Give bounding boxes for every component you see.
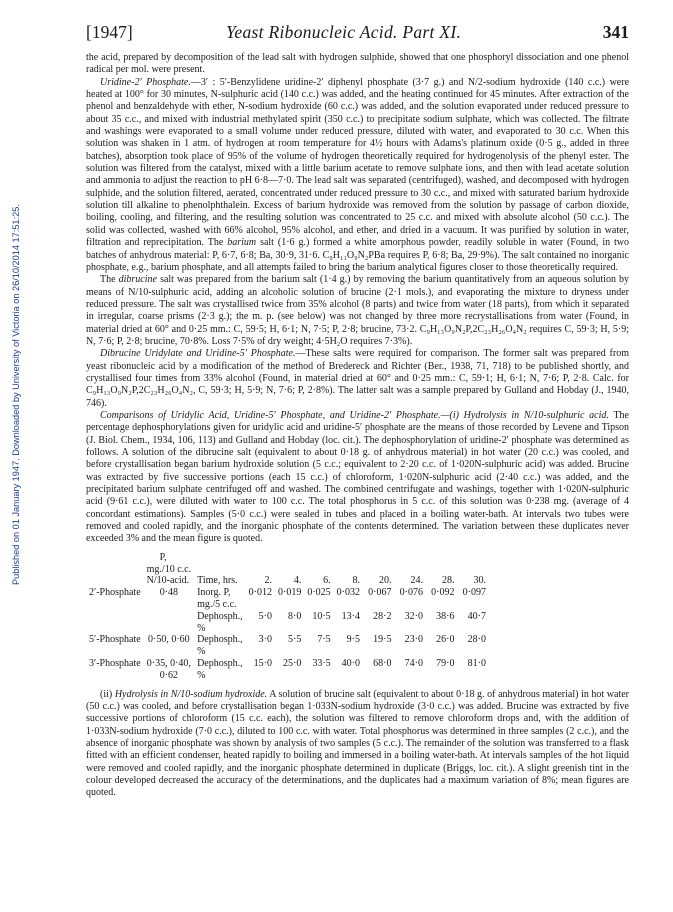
table-row xyxy=(86,658,489,670)
table-header-row xyxy=(86,552,489,564)
table-cell: 40·0 xyxy=(341,657,361,669)
paragraph-text: The percentage dephosphorylations given for uridylic acid and uridine-5′ phosphate are the means of those recorded by Levene and Tipson (J. Biol. Chem., 1934, 106, 113) and Gulland and Hobday (loc. cit.). The dephosphorylation of uridine-2′ phosphate was determined as follows. A solution of the dibrucine salt (equivalent to about 0·18 g. of anhydrous material) in hot water (20 c.c.) was cooled, and before crystallisation began barium hydroxide solution (5 c.c.; equivalent to 2·20 c.c. of 1·020N-sulphuric acid) was added. Brucine was extracted by five successive portions (each 15 c.c.) of chloroform, 1·020N-sulphuric acid (2·40 c.c.) was added, and the precipitated barium sulphate centrifuged off and washed. The combined centrifugate and washings, together with 1·020N-sulphuric acid (9·61 c.c.), were diluted with water to 100 c.c. The total phosphorus in 5 c.c. of this solution was 0·238 mg. (average of 4 concordant estimations). Samples (5·0 c.c.) were sealed in tubes and placed in a boiling water-bath. At intervals two tubes were removed and cooled rapidly, and the inorganic phosphate of the contents determined. The variation between these duplicates never exceeded 3% and the mean figure is quoted. xyxy=(86,409,629,545)
table-cell: 2′-Phosphate xyxy=(89,587,141,599)
table-cell xyxy=(334,670,363,682)
table-cell xyxy=(334,599,363,611)
table-cell: 0·019 xyxy=(277,587,302,599)
table-cell xyxy=(144,646,194,658)
table-cell xyxy=(246,599,275,611)
table-cell xyxy=(395,646,427,658)
table-cell: 28·2 xyxy=(373,610,392,622)
emphasis-text: barium xyxy=(227,237,257,249)
table-header: N/10-acid. xyxy=(146,575,190,587)
table-cell: 68·0 xyxy=(373,657,392,669)
table-cell: 0·097 xyxy=(462,587,487,599)
header-year: [1947] xyxy=(86,22,133,42)
paragraph-text: A solution of brucine salt (equivalent to about 0·18 g. of anhydrous material) in hot water (50 c.c.) was cooled, and before crystallisation began 1·033N-sodium hydroxide (3·0 c.c.) was added. Brucine was extracted by five successive portions of chloroform (15 c.c. each), the solution was filtered to remove chloroform drops and, with the addition of 1·033N-sodium hydroxide (7·0 c.c.), diluted to 100 c.c. with water. Total phosphorus was determined in three samples (2 c.c.), and the absence of inorganic phosphate was shown by analysis of two samples (5 c.c.). The remainder of the solution was transferred to a flask fitted with an efficient condenser, heated rapidly to boiling and immersed in a boiling water-bath. At intervals samples of the hot liquid were removed and cooled rapidly, and the inorganic phosphate determined in duplicate (Briggs, loc. cit.). A slight greenish tint in the colour developed decreased the accuracy of the determinations, and the duplicates had a maximum variation of 8%; mean figures are quoted. xyxy=(86,688,630,799)
table-header: Time, hrs. xyxy=(197,575,238,587)
table-cell: 79·0 xyxy=(436,657,455,669)
table-cell xyxy=(458,646,490,658)
table-cell xyxy=(275,670,304,682)
download-watermark xyxy=(0,0,24,912)
paragraph-comparisons xyxy=(86,410,629,546)
table-cell xyxy=(334,623,363,635)
header-title: Yeast Ribonucleic Acid. Part XI. xyxy=(226,22,462,42)
table-cell: 0·62 xyxy=(159,669,179,681)
table-header: 2. xyxy=(264,575,272,587)
table-row xyxy=(86,611,489,623)
table-row xyxy=(86,623,489,635)
table-cell xyxy=(426,670,458,682)
article-body xyxy=(86,52,629,800)
table-cell: 28·0 xyxy=(467,634,487,646)
table-header: 8. xyxy=(352,575,361,587)
subsection-heading: —(i) Hydrolysis in N/10-sulphuric acid. xyxy=(440,409,609,421)
page-number: 341 xyxy=(602,22,629,42)
table-cell xyxy=(144,611,194,623)
paragraph-dibrucine-salt xyxy=(86,274,629,348)
table-cell: 23·0 xyxy=(404,634,424,646)
table-cell: 32·0 xyxy=(404,610,424,622)
table-header: 4. xyxy=(293,575,302,587)
paragraph-uridine-2-phosphate xyxy=(86,77,629,275)
dephosphorylation-table xyxy=(86,552,489,682)
table-cell: 10·5 xyxy=(312,610,331,622)
table-cell: % xyxy=(197,622,206,634)
table-cell: 3′-Phosphate xyxy=(89,657,141,669)
table-cell: 13·4 xyxy=(341,610,361,622)
table-header: 6. xyxy=(323,575,331,587)
table-cell: 38·6 xyxy=(436,610,455,622)
table-cell xyxy=(275,623,304,635)
table-cell: 0·012 xyxy=(248,587,272,599)
table-cell xyxy=(395,599,427,611)
table-cell: 15·0 xyxy=(253,657,272,669)
table-cell xyxy=(458,623,490,635)
table-cell: 0·092 xyxy=(431,587,455,599)
table-cell: 5′-Phosphate xyxy=(89,634,141,646)
table-cell xyxy=(458,670,490,682)
table-cell xyxy=(426,599,458,611)
table-cell xyxy=(246,623,275,635)
table-body xyxy=(86,587,489,681)
table-cell: 0·076 xyxy=(399,587,424,599)
table-cell xyxy=(246,646,275,658)
paragraph-intro: the acid, prepared by decomposition of the lead salt with hydrogen sulphide, showed that one phosphoryl dissociation and one phenol radical per mol. were present. xyxy=(86,52,629,76)
table-cell: Dephosph., xyxy=(197,610,243,622)
table-row xyxy=(86,646,489,658)
table-cell: 33·5 xyxy=(312,657,331,669)
table-row xyxy=(86,634,489,646)
section-heading: Uridine-2′ Phosphate. xyxy=(100,76,191,88)
table-cell xyxy=(304,599,333,611)
table-cell xyxy=(86,646,144,658)
table-cell xyxy=(363,623,395,635)
table-header-row xyxy=(86,575,489,587)
table-cell: 81·0 xyxy=(467,657,487,669)
table-cell: Inorg. P, xyxy=(197,587,231,599)
table-cell xyxy=(86,623,144,635)
table-cell: 5·5 xyxy=(287,634,302,646)
table-header: mg./10 c.c. xyxy=(146,563,192,575)
table-cell: 8·0 xyxy=(287,610,302,622)
table-header: 30. xyxy=(473,575,487,587)
table-cell xyxy=(86,599,144,611)
table-header: 28. xyxy=(442,575,455,587)
table-cell: 25·0 xyxy=(282,657,302,669)
table-cell: 0·025 xyxy=(307,587,331,599)
table-cell: 7·5 xyxy=(317,634,331,646)
table-cell xyxy=(275,646,304,658)
table-cell xyxy=(458,599,490,611)
table-cell xyxy=(363,599,395,611)
paragraph-dibrucine-uridylate xyxy=(86,348,629,410)
table-cell xyxy=(86,611,144,623)
table-header-row xyxy=(86,564,489,576)
table-header: 20. xyxy=(379,575,392,587)
table-cell: 0·48 xyxy=(159,587,179,599)
paragraph-text: (ii) xyxy=(100,688,113,700)
table-cell xyxy=(275,599,304,611)
paragraph-text: salt was prepared from the barium salt (1·4 g.) by removing the barium quantitatively from an aqueous solution by means of N/10-sulphuric acid, adding an alcoholic solution of brucine (2·1 mols.), and evaporating the mixture to dryness under reduced pressure. The salt was crystallised twice from 35% alcohol (8 parts) and twice from water (18 parts), from which it separated in irregular, coarse prisms (2·3 g.); the m. p. (see below) was not changed by three more recrystallisations from water (Found, in material dried at 60° and 0·25 mm.: C, 59·5; H, 6·1; N, 7·5; P, 2·8; brucine, 73·2. C₉H₁₃O₉N₂P,2C₂₃H₂₆O₄N₂ requires C, 59·3; H, 5·9; N, 7·6; P, 2·8; brucine, 70·8%. Loss 7·5% of dry weight; 4·5H₂O requires 7·3%). xyxy=(86,274,630,347)
table-header: 24. xyxy=(410,575,424,587)
table-cell: mg./5 c.c. xyxy=(197,598,237,610)
table-cell xyxy=(144,599,194,611)
table-cell: % xyxy=(197,646,206,658)
table-cell: Dephosph., xyxy=(197,634,243,646)
paragraph-text: The xyxy=(100,274,116,286)
download-watermark-text: Published on 01 January 1947. Downloaded by University of Victoria on 26/10/2014 17:51:25. xyxy=(11,204,21,585)
page-header xyxy=(86,22,629,48)
section-heading: Comparisons of Uridylic Acid, Uridine-5′ Phosphate, and Uridine-2′ Phosphate. xyxy=(100,409,441,421)
table-cell xyxy=(304,623,333,635)
table-cell: 40·7 xyxy=(467,610,487,622)
table-cell: 26·0 xyxy=(436,634,455,646)
table-cell: 0·35, 0·40, xyxy=(146,657,191,669)
table-cell xyxy=(304,646,333,658)
paragraph-text: salt (1·6 g.) formed a white amorphous powder, readily soluble in water (Found, in two batches of anhydrous material: P, 6·7, 6·8; Ba, 30·9, 31·6. C₉H₁₁O₉N₂PBa requires P, 6·8; Ba, 29·9%). The salt contained no inorganic phosphate, e.g., barium phosphate, and all attempts failed to bring the barium analytical figures closer to those theoretically required. xyxy=(86,237,630,273)
table-row xyxy=(86,587,489,599)
paragraph-text: —These salts were required for comparison. The former salt was prepared from yeast ribonucleic acid by a modification of the method of Bredereck and Richter (Ber., 1938, 71, 718) to be published shortly, and crystallised four times from 33% alcohol (Found, in material dried at 60° and 0·25 mm.: C, 59·1; H, 6·1; N, 7·6; P, 2·8. Calc. for C₉H₁₃O₉N₂P,2C₂₃H₂₆O₄N₂, C, 59·3; H, 5·9; N, 7·6; P, 2·8%). The latter salt was a sample prepared by Gulland and Hobday (J., 1940, 746). xyxy=(86,348,629,409)
table-row xyxy=(86,670,489,682)
section-heading: Dibrucine Uridylate and Uridine-5′ Phosphate. xyxy=(100,348,296,360)
table-cell xyxy=(426,623,458,635)
table-cell xyxy=(395,670,427,682)
table-cell: 0·067 xyxy=(368,587,392,599)
table-cell xyxy=(144,623,194,635)
emphasis-text: dibrucine xyxy=(118,274,157,286)
table-cell: Dephosph., xyxy=(197,657,243,669)
table-cell xyxy=(86,670,144,682)
table-cell xyxy=(363,646,395,658)
paragraph-text: —3′ : 5′-Benzylidene uridine-2′ diphenyl phosphate (3·7 g.) and N/2-sodium hydroxide (140 c.c.) were heated at 100° for 30 minutes, N-sulphuric acid (140 c.c.) was added, and the heating continued for 45 minutes. After extraction of the phenol and benzaldehyde with ether, N-sodium hydroxide (60 c.c.) was added, and the solution evaporated under reduced pressure to about 35 c.c., and mixed with industrial methylated spirit (350 c.c.) to precipitate sodium sulphate, which was collected. The filtrate and washings were evaporated to a small volume under reduced pressure, diluted with water, and evaporated to 30 c.c. When this solution was shaken in 1 atm. of hydrogen at room temperature for 4½ hours with Adams's platinum oxide (0·5 g., added in three batches), absorption took place of 95% of the volume of hydrogen theoretically required for hydrogenolysis of the phenyl ester. The solution was filtered from the catalyst, mixed with a little barium acetate to remove sulphate ions, and then with lead acetate solution and ammonia to adjust the reaction to pH 6·8—7·0. The lead salt was separated (centrifuged), washed, and decomposed with hydrogen sulphide, and the solution filtered, aerated, concentrated under reduced pressure to 30 c.c., and mixed with saturated barium hydroxide solution till alkaline to phenolphthalein. Excess of barium hydroxide was removed from the solution by passage of carbon dioxide, boiling, cooling, and filtering, and the resulting solution was concentrated to 25 c.c. and mixed with absolute alcohol (50 c.c.). The solid was collected, washed with 66% alcohol, 95% alcohol, and ether, and dried in a vacuum. It was purified by solution in water, filtration and reprecipitation. The xyxy=(86,76,630,249)
table-cell: 9·5 xyxy=(346,634,361,646)
table-cell xyxy=(246,670,275,682)
table-cell xyxy=(363,670,395,682)
table-cell: 3·0 xyxy=(258,634,272,646)
table-cell: 0·032 xyxy=(336,587,361,599)
table-row xyxy=(86,599,489,611)
table-cell: 5·0 xyxy=(258,610,272,622)
table-cell: 19·5 xyxy=(373,634,392,646)
paragraph-hydrolysis-alkali xyxy=(86,689,629,800)
table-cell xyxy=(304,670,333,682)
table-cell xyxy=(334,646,363,658)
table-cell: 0·50, 0·60 xyxy=(148,634,190,646)
table-cell: 74·0 xyxy=(404,657,424,669)
table-header: P, xyxy=(159,551,167,563)
table-cell xyxy=(395,623,427,635)
table-cell xyxy=(426,646,458,658)
subsection-heading: Hydrolysis in N/10-sodium hydroxide. xyxy=(114,688,268,700)
table-cell: % xyxy=(197,669,206,681)
